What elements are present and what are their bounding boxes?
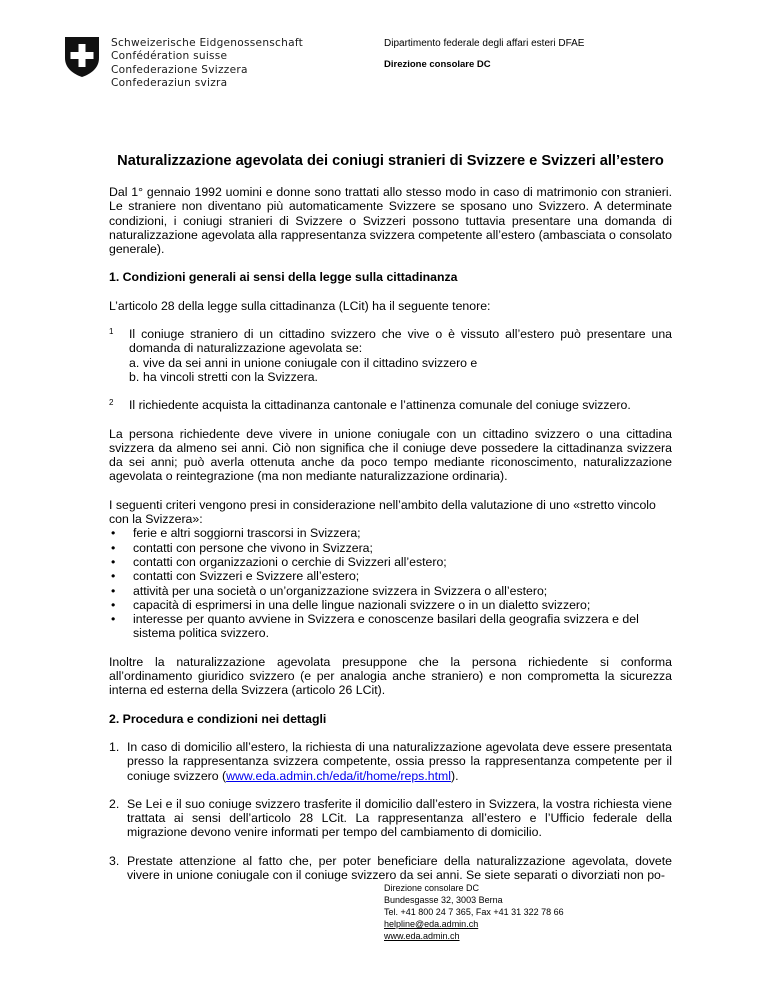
section-1-heading: 1. Condizioni generali ai sensi della legge sulla cittadinanza — [109, 270, 458, 285]
procedure-item-3 — [109, 854, 672, 883]
list-item: • interesse per quanto avviene in Svizzera e conoscenze basilari della geografia svizzera e del sistema politica svizzero. — [111, 612, 639, 641]
intro-paragraph: Dal 1° gennaio 1992 uomini e donne sono trattati allo stesso modo in caso di matrimonio con stranieri. Le straniere non diventano più automaticamente Svizzere se sposano uno Svizzero. A determinate condizioni, i coniugi stranieri di Svizzere o Svizzeri possono tuttavia presentare una domanda di naturalizzazione agevolata alla rappresentanza svizzera competente all’estero (ambasciata o consolato generale). — [109, 185, 672, 257]
representations-link[interactable]: www.eda.admin.ch/eda/it/home/reps.html — [226, 768, 451, 783]
document-title: Naturalizzazione agevolata dei coniugi stranieri di Svizzere e Svizzeri all’estero — [117, 153, 664, 169]
bullet-icon: • — [111, 597, 116, 612]
bullet-icon: • — [111, 554, 116, 569]
article-paragraph-1 — [109, 327, 672, 384]
list-item: • capacità di esprimersi in una delle lingue nazionali svizzere o in un dialetto svizzero; — [111, 597, 591, 612]
confederation-name-it: Confederazione Svizzera — [111, 63, 248, 76]
directorate-name: Direzione consolare DC — [384, 59, 491, 70]
footer-phone: Tel. +41 800 24 7 365, Fax +41 31 322 78 66 — [384, 907, 564, 917]
procedure-item-2 — [109, 797, 672, 840]
list-item: • ferie e altri soggiorni trascorsi in Svizzera; — [111, 526, 361, 541]
swiss-coat-of-arms-icon — [64, 36, 100, 78]
confederation-name-fr: Confédération suisse — [111, 50, 228, 63]
confederation-name-de: Schweizerische Eidgenossenschaft — [111, 37, 304, 49]
criteria-list — [109, 526, 672, 640]
item-number: 3. — [109, 853, 120, 868]
paragraph-number: 2 — [109, 398, 114, 408]
footer-name: Direzione consolare DC — [384, 883, 480, 893]
item-number: 1. — [109, 739, 120, 754]
document-body — [109, 152, 672, 882]
article-paragraph-1-text: Il coniuge straniero di un cittadino svizzero che vive o è vissuto all’estero può presentare una domanda di naturalizzazione agevolata se: — [129, 327, 672, 356]
item-text: vive da sei anni in unione coniugale con il cittadino svizzero e — [143, 355, 478, 370]
item-text: ha vincoli stretti con la Svizzera. — [143, 369, 318, 384]
department-name: Dipartimento federale degli affari esteri DFAE — [384, 38, 585, 49]
confederation-name-rm: Confederaziun svizra — [111, 77, 228, 90]
article-paragraph-2-text: Il richiedente acquista la cittadinanza cantonale e l’attinenza comunale del coniuge svizzero. — [129, 398, 631, 413]
list-item: • attività per una società o un’organizzazione svizzera in Svizzera o all’estero; — [111, 583, 548, 598]
section-1-lead: L’articolo 28 della legge sulla cittadinanza (LCit) ha il seguente tenore: — [109, 298, 491, 313]
footer-address: Bundesgasse 32, 3003 Berna — [384, 895, 503, 905]
explanation-paragraph: La persona richiedente deve vivere in unione coniugale con un cittadino svizzero o una cittadina svizzera da almeno sei anni. Ciò non significa che il coniuge deve possedere la cittadinanza svizzera da sei anni; può averla ottenuta anche da poco tempo mediante riconoscimento, naturalizzazione agevolata o reintegrazione (ma non mediante naturalizzazione ordinaria). — [109, 426, 672, 484]
article-item-b — [129, 370, 672, 384]
item-letter: a. — [129, 355, 140, 370]
item-text: Se Lei e il suo coniuge svizzero trasferite il domicilio dall’estero in Svizzera, la vostra richiesta viene trattata ai sensi dell’articolo 28 LCit. La rappresentanza all’estero e l’Ufficio federale della migrazione devono venire informati per tempo del cambiamento di domicilio. — [127, 796, 672, 840]
bullet-icon: • — [111, 526, 116, 541]
list-item: • contatti con organizzazioni o cerchie di Svizzeri all’estero; — [111, 554, 447, 569]
item-letter: b. — [129, 369, 140, 384]
list-item: • contatti con Svizzeri e Svizzere all’estero; — [111, 569, 360, 584]
confederation-names — [111, 37, 311, 91]
paragraph-number: 1 — [109, 327, 114, 337]
item-text: Prestate attenzione al fatto che, per poter beneficiare della naturalizzazione agevolata, dovete vivere in unione coniugale con il coniuge svizzero da sei anni. Se siete separati o divorziati non po- — [127, 853, 672, 882]
list-item: • contatti con persone che vivono in Svizzera; — [111, 540, 373, 555]
bullet-icon: • — [111, 540, 116, 555]
footer-website-link[interactable]: www.eda.admin.ch — [384, 931, 460, 941]
section-2-heading: 2. Procedura e condizioni nei dettagli — [109, 711, 327, 726]
bullet-icon: • — [111, 612, 116, 627]
procedure-item-1: 1. In caso di domicilio all’estero, la richiesta di una naturalizzazione agevolata deve essere presentata presso la rappresentanza svizzera competente, ossia presso la rappresentanza competente per il coniuge svizzero (www.eda.admin.ch/eda/it/home/reps.html). — [109, 739, 672, 783]
footer-contact — [384, 882, 564, 942]
article-item-a — [129, 356, 672, 370]
criteria-lead: I seguenti criteri vengono presi in considerazione nell’ambito della valutazione di uno «stretto vincolo con la Svizzera»: — [109, 497, 656, 527]
bullet-icon: • — [111, 569, 116, 584]
footer-email-link[interactable]: helpline@eda.admin.ch — [384, 919, 479, 929]
item-number: 2. — [109, 796, 120, 811]
article-paragraph-2 — [109, 398, 672, 412]
item-text: In caso di domicilio all’estero, la richiesta di una naturalizzazione agevolata deve essere presentata presso la rappresentanza svizzera competente, ossia presso la rappresentanza competente per il coniuge svizzero ( — [127, 739, 672, 783]
closing-paragraph: Inoltre la naturalizzazione agevolata presuppone che la persona richiedente si conforma all’ordinamento giuridico svizzero (e per analogia anche straniero) e non comprometta la sicurezza interna ed esterna della Svizzera (articolo 26 LCit). — [109, 654, 672, 698]
bullet-icon: • — [111, 583, 116, 598]
